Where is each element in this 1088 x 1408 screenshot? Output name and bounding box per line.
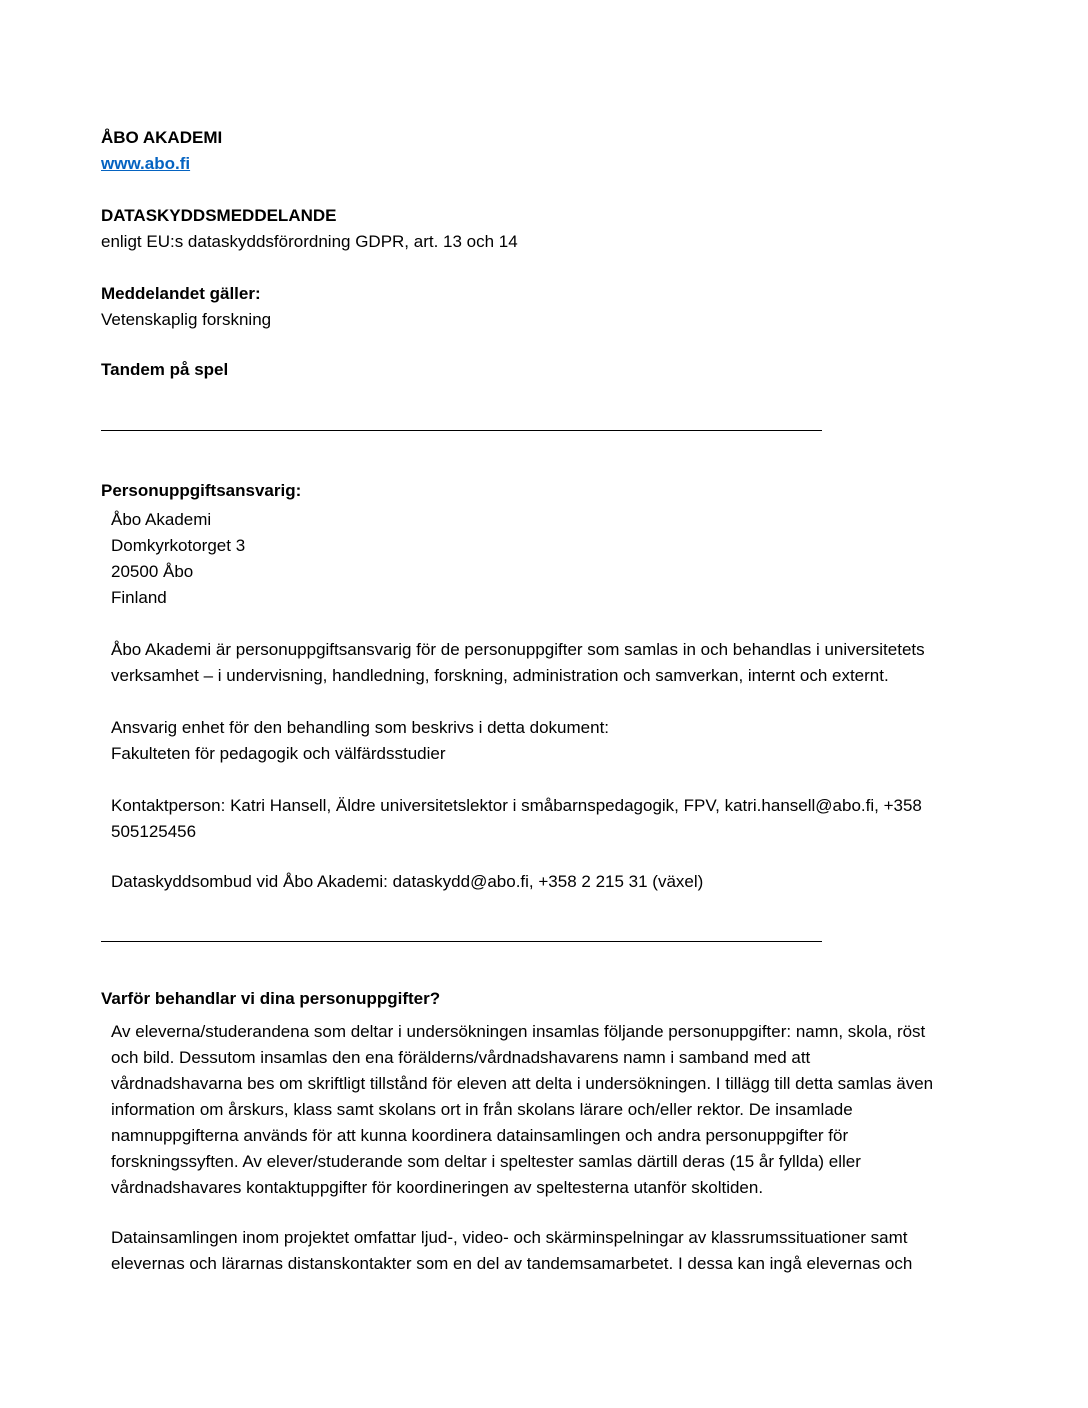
unit-text: Fakulteten för pedagogik och välfärdsstudier bbox=[111, 744, 446, 763]
purpose-text: Datainsamlingen inom projektet omfattar ljud-, video- och skärminspelningar av klassrumssituationer samt bbox=[111, 1228, 908, 1247]
purpose-text: vårdnadshavarna bes om skriftligt tillstånd för eleven att delta i undersökningen. I tillägg till detta samlas även bbox=[111, 1074, 934, 1093]
purpose-text: Av eleverna/studerandena som deltar i undersökningen insamlas följande personuppgifter: namn, skola, röst bbox=[111, 1022, 926, 1041]
website-link[interactable]: www.abo.fi bbox=[101, 154, 191, 173]
contact-text: Kontaktperson: Katri Hansell, Äldre universitetslektor i småbarnspedagogik, FPV, katri.hansell@abo.fi, +358 bbox=[111, 796, 922, 815]
dpo-text: Dataskyddsombud vid Åbo Akademi: dataskydd@abo.fi, +358 2 215 31 (växel) bbox=[111, 872, 704, 891]
address-line: Åbo Akademi bbox=[111, 510, 212, 529]
divider bbox=[101, 941, 822, 942]
purpose-text: vårdnadshavares kontaktuppgifter för koordineringen av speltesterna utanför skoltiden. bbox=[111, 1178, 764, 1197]
purpose-text: information om årskurs, klass samt skolans ort in från skolans lärare och/eller rektor. De insamlade bbox=[111, 1100, 853, 1119]
unit-text: Ansvarig enhet för den behandling som beskrivs i detta dokument: bbox=[111, 718, 610, 737]
purpose-text: elevernas och lärarnas distanskontakter som en del av tandemsamarbetet. I dessa kan ingå elevernas och bbox=[111, 1254, 913, 1273]
controller-desc: verksamhet – i undervisning, handledning, forskning, administration och samverkan, internt och externt. bbox=[111, 666, 889, 685]
purpose-text: namnuppgifterna används för att kunna koordinera datainsamlingen och andra personuppgifter för bbox=[111, 1126, 849, 1145]
project-title: Tandem på spel bbox=[101, 360, 229, 379]
contact-text: 505125456 bbox=[111, 822, 197, 841]
purpose-text: forskningssyften. Av elever/studerande som deltar i speltester samlas därtill deras (15 år fyllda) eller bbox=[111, 1152, 861, 1171]
doc-subtitle: enligt EU:s dataskyddsförordning GDPR, art. 13 och 14 bbox=[101, 232, 518, 251]
controller-desc: Åbo Akademi är personuppgiftsansvarig för de personuppgifter som samlas in och behandlas i universitetets bbox=[111, 640, 925, 659]
purpose-text: och bild. Dessutom insamlas den ena förälderns/vårdnadshavarens namn i samband med att bbox=[111, 1048, 811, 1067]
divider bbox=[101, 430, 822, 431]
org-name: ÅBO AKADEMI bbox=[101, 128, 223, 147]
purpose-heading: Varför behandlar vi dina personuppgifter? bbox=[101, 989, 441, 1008]
address-line: Finland bbox=[111, 588, 167, 607]
applies-value: Vetenskaplig forskning bbox=[101, 310, 272, 329]
address-line: Domkyrkotorget 3 bbox=[111, 536, 246, 555]
doc-title: DATASKYDDSMEDDELANDE bbox=[101, 206, 337, 225]
address-line: 20500 Åbo bbox=[111, 562, 194, 581]
controller-heading: Personuppgiftsansvarig: bbox=[101, 481, 302, 500]
applies-label: Meddelandet gäller: bbox=[101, 284, 261, 303]
